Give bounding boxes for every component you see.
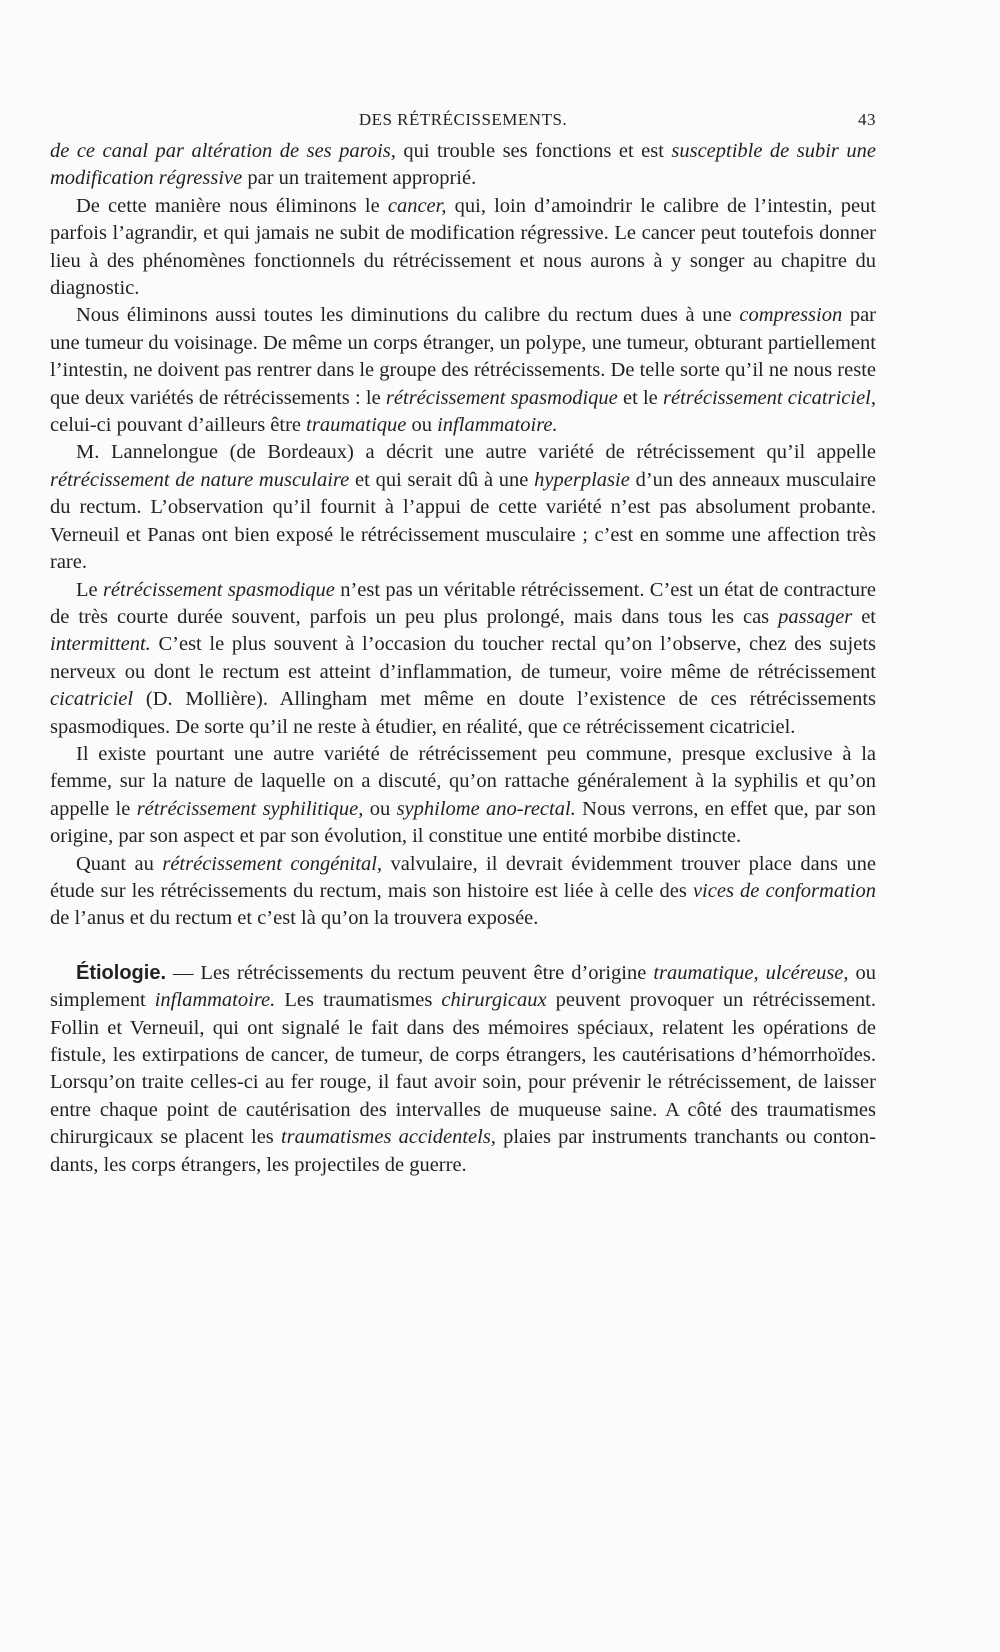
page	[50, 110, 876, 1179]
italic-run: passager	[778, 605, 853, 628]
text-run: De cette manière nous éliminons le	[76, 194, 388, 217]
italic-run: intermittent.	[50, 633, 151, 656]
text-run: d’un des anneaux musculaire du rectum. L’observation qu’il fournit à l’appui de cette variété n’est pas absolument probante. Verneuil et Panas ont bien exposé le rétrécissement musculaire ; c’est en somme une affection très rare.	[50, 468, 876, 574]
text-run: et le	[617, 386, 663, 409]
italic-run: rétrécissement congénital,	[162, 852, 383, 875]
text-run: M. Lannelongue (de Bordeaux) a décrit une autre variété de rétrécissement qu’il appelle	[76, 441, 876, 464]
italic-run: traumatismes accidentels,	[280, 1126, 496, 1149]
page-number: 43	[858, 110, 876, 129]
text-run: valvulaire, il devrait évidemment trouver place dans une étude sur les rétrécissements du rectum, mais son histoire est liée à celle des	[50, 852, 876, 902]
italic-run: inflammatoire.	[154, 989, 276, 1012]
paragraph	[50, 577, 876, 741]
italic-run: rétrécissement spasmodique	[385, 386, 618, 409]
italic-run: rétrécissement de nature musculaire	[50, 468, 350, 491]
paragraph	[50, 138, 876, 193]
italic-run: traumatique, ulcéreuse,	[653, 961, 849, 984]
italic-run: cicatriciel	[50, 688, 134, 711]
body-text	[50, 138, 876, 1179]
text-run: ou simplement	[50, 961, 876, 1012]
italic-run: rétrécissement cicatriciel,	[663, 386, 876, 409]
text-run: de l’anus et du rectum et c’est là qu’on la trouvera exposée.	[50, 907, 539, 930]
italic-run: rétrécissement spasmodique	[102, 578, 335, 601]
italic-run: rétrécissement syphilitique,	[136, 797, 364, 820]
text-run: Les traumatismes	[275, 989, 442, 1012]
paragraph	[50, 439, 876, 576]
text-run: par un traitement approprié.	[242, 167, 477, 190]
section-heading: Étiologie.	[76, 961, 166, 984]
italic-run: cancer,	[387, 194, 447, 217]
italic-run: hyperplasie	[534, 468, 630, 491]
italic-run: syphilome ano-rectal.	[396, 797, 576, 820]
italic-run: susceptible de subir une modification régressive	[50, 140, 876, 190]
text-run: celui-ci pouvant d’ailleurs être	[50, 414, 307, 437]
italic-run: de ce canal par altération de ses parois,	[50, 140, 396, 162]
italic-run: inflammatoire.	[437, 414, 558, 437]
text-run: plaies par instruments tranchants ou contondants, les corps étrangers, les projectiles de guerre.	[50, 1126, 876, 1176]
text-run: Le	[76, 578, 103, 601]
text-run: — Les rétrécissements du rectum peuvent être d’origine	[166, 961, 654, 984]
text-run: et qui serait dû à une	[349, 468, 535, 491]
section-etiologie	[50, 960, 876, 1179]
text-run: peuvent provoquer un rétrécissement. Follin et Verneuil, qui ont signalé le fait dans des mémoires spéciaux, relatent les opérations de fistule, les extirpations de cancer, de tumeur, de corps étrangers, les cautérisations d’hémorrhoïdes. Lorsqu’on traite celles-ci au fer rouge, il faut avoir soin, pour prévenir le rétrécissement, de laisser entre chaque point de cautérisation des intervalles de muqueuse saine. A côté des traumatismes chirurgicaux se placent les	[50, 989, 877, 1149]
text-run: et	[852, 605, 876, 628]
text-run: ou	[406, 414, 438, 437]
italic-run: compression	[739, 304, 843, 327]
running-title: DES RÉTRÉCISSEMENTS.	[358, 110, 568, 129]
text-run: n’est pas un véritable rétrécissement. C’est un état de contracture de très courte durée souvent, parfois un peu plus prolongé, mais dans tous les cas	[50, 578, 876, 628]
italic-run: vices de conformation	[692, 879, 876, 902]
text-run: Quant au	[76, 852, 163, 875]
italic-run: chirurgicaux	[441, 989, 547, 1012]
paragraph	[50, 302, 876, 439]
text-run: Il existe pourtant une autre variété de rétrécissement peu commune, presque exclusive à la femme, sur la nature de laquelle on a discuté, qu’on rattache généralement à la syphilis et qu’on appelle le	[50, 742, 876, 820]
text-run: par une tumeur du voisinage. De même un corps étranger, un polype, une tumeur, obturant partiellement l’intestin, ne doivent pas rentrer dans le groupe des rétrécissements. De telle sorte qu’il ne nous reste que deux variétés de rétrécissements : le	[50, 304, 876, 409]
paragraph	[50, 193, 876, 303]
text-run: C’est le plus souvent à l’occasion du toucher rectal qu’on l’observe, chez des sujets nerveux ou dont le rectum est atteint d’inflammation, de tumeur, voire même de rétrécissement	[50, 633, 876, 683]
paragraph	[50, 741, 876, 851]
text-run: Nous verrons, en effet que, par son origine, par son aspect et par son évolution, il constitue une entité morbibe distincte.	[50, 797, 877, 848]
text-run: qui trouble ses fonctions et est	[395, 140, 672, 162]
text-run: qui, loin d’amoindrir le calibre de l’intestin, peut parfois l’agrandir, et qui jamais ne subit de modification régressive. Le cancer peut toutefois donner lieu à des phénomènes fonctionnels du rétrécissement et nous aurons à y songer au chapitre du diagnostic.	[50, 194, 876, 300]
text-run: ou	[363, 797, 397, 820]
running-head	[50, 110, 876, 138]
text-run: Nous éliminons aussi toutes les diminutions du calibre du rectum dues à une	[76, 304, 740, 327]
paragraph	[50, 851, 876, 933]
italic-run: traumatique	[306, 414, 407, 437]
text-run: (D. Mollière). Allingham met même en doute l’existence de ces rétrécissements spasmodiques. De sorte qu’il ne reste à étudier, en réalité, que ce rétrécissement cicatriciel.	[50, 688, 876, 738]
